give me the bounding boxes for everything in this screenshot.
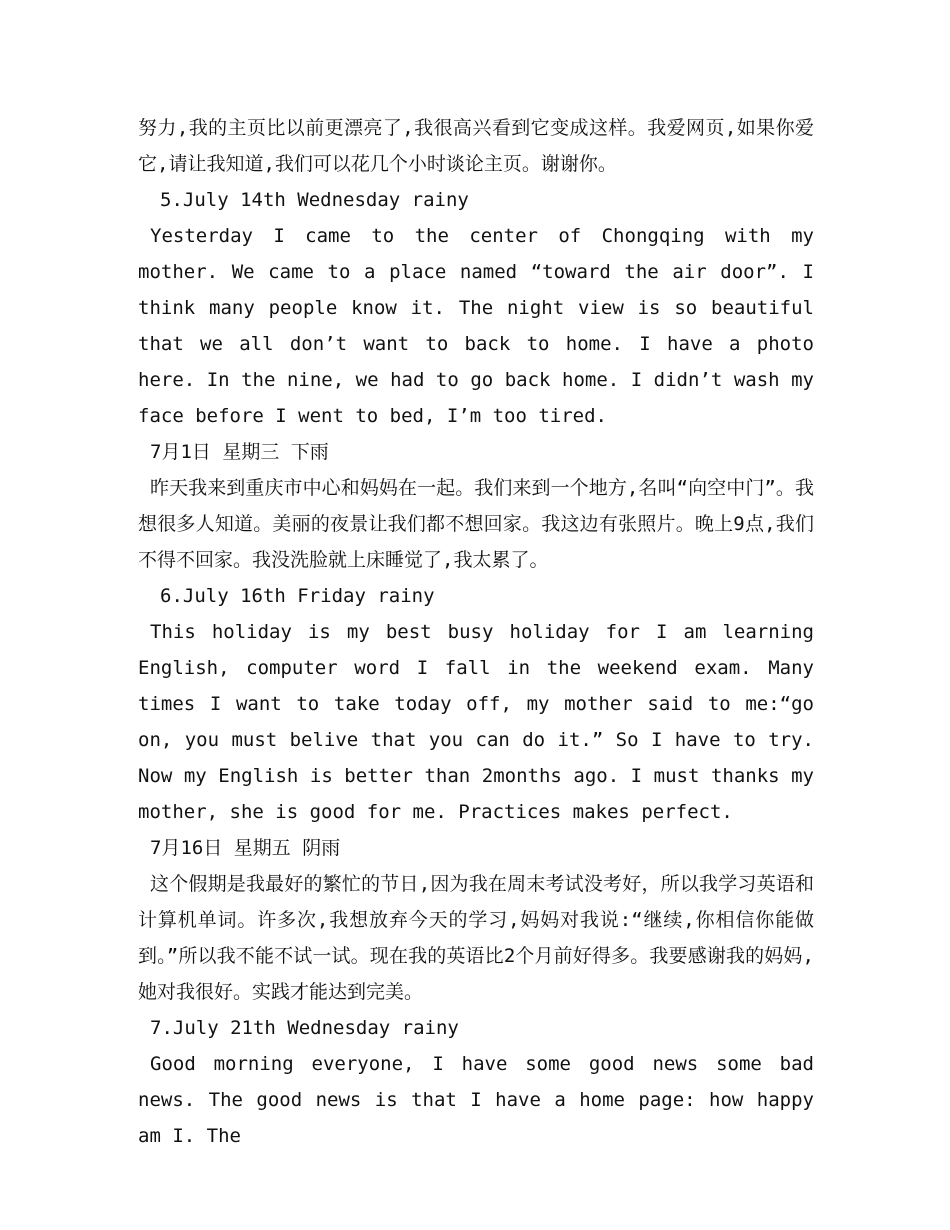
entry-heading-july-14: 5.July 14th Wednesday rainy [160, 189, 469, 211]
entry-heading-july-16-cn: 7月16日 星期五 阴雨 [150, 837, 341, 859]
paragraph-july-16-en: This holiday is my best busy holiday for I am learning English, computer word I fall in the weekend exam. Many times I want to take today off, my mother said to me:“go on, you must belive that you can do it.” So I have to try. Now my English is better than 2months ago. I must thanks my mother, she is good for me. Practices makes perfect. [138, 621, 814, 823]
document-page [138, 110, 814, 1154]
entry-heading-july-1-cn: 7月1日 星期三 下雨 [150, 441, 329, 463]
paragraph-july-16-cn: 这个假期是我最好的繁忙的节日,因为我在周末考试没考好，所以我学习英语和计算机单词。许多次,我想放弃今天的学习,妈妈对我说:“继续,你相信你能做到。”所以我不能不试一试。现在我的英语比2个月前好得多。我要感谢我的妈妈,她对我很好。实践才能达到完美。 [138, 873, 814, 1003]
entry-heading-july-16: 6.July 16th Friday rainy [160, 585, 435, 607]
paragraph-july-14-en: Yesterday I came to the center of Chongqing with my mother. We came to a place named “toward the air door”. I think many people know it. The night view is so beautiful that we all don’t want to back to home. I have a photo here. In the nine, we had to go back home. I didn’t wash my face before I went to bed, I’m too tired. [138, 225, 814, 427]
paragraph-july-21-en: Good morning everyone, I have some good news some bad news. The good news is that I have a home page: how happy am I. The [138, 1053, 814, 1147]
paragraph-july-1-cn: 昨天我来到重庆市中心和妈妈在一起。我们来到一个地方,名叫“向空中门”。我想很多人知道。美丽的夜景让我们都不想回家。我这边有张照片。晚上9点,我们不得不回家。我没洗脸就上床睡觉了,我太累了。 [138, 477, 814, 571]
entry-heading-july-21: 7.July 21th Wednesday rainy [150, 1017, 459, 1039]
paragraph-homepage-cn: 努力,我的主页比以前更漂亮了,我很高兴看到它变成这样。我爱网页,如果你爱它,请让我知道,我们可以花几个小时谈论主页。谢谢你。 [138, 117, 814, 175]
